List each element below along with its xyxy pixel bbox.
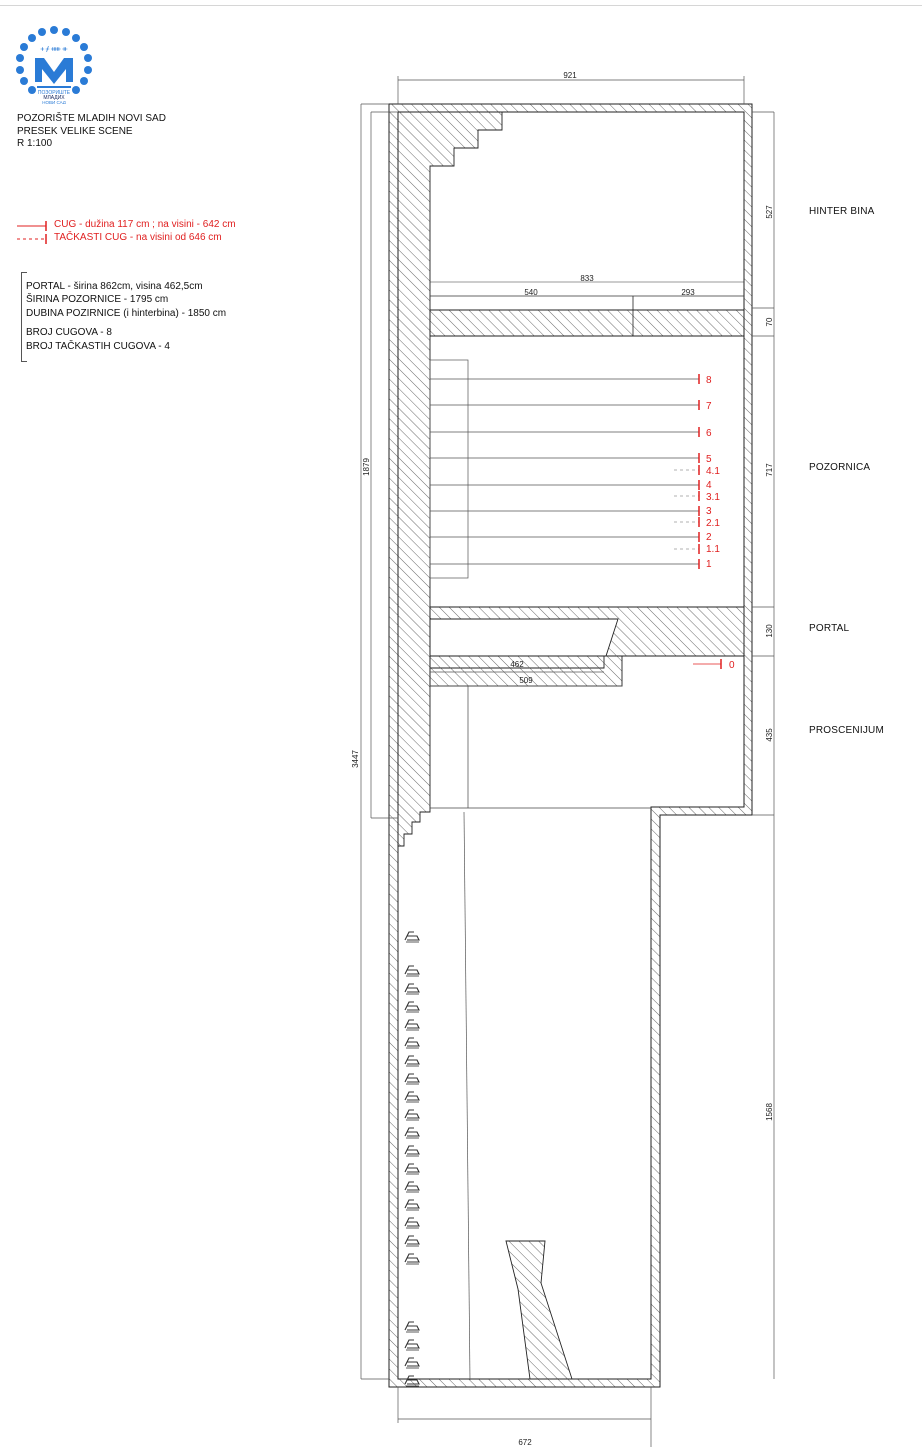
cug-7-label: 7 <box>706 401 712 412</box>
cug-4 <box>430 480 712 491</box>
info-broj-cugova: BROJ CUGOVA - 8 <box>26 327 112 339</box>
logo-line-1: ПОЗОРИШТЕ <box>37 90 71 96</box>
cug-6 <box>430 427 712 439</box>
cug-7 <box>430 400 712 412</box>
logo-top-text: ᚐ ᚋ ᚔ ᚑ <box>40 45 68 53</box>
title-scale: R 1:100 <box>17 138 53 149</box>
logo-line-2: МЛАДИХ <box>43 95 65 101</box>
logo-line-3: НОВИ САД <box>42 100 66 104</box>
zone-pozornica: POZORNICA <box>809 462 871 473</box>
cug-1-label: 1 <box>706 559 712 570</box>
dim-1879: 1879 <box>362 458 371 476</box>
info-dubina: DUBINA POZIRNICE (i hinterbina) - 1850 cm <box>26 307 227 319</box>
cug-3-1 <box>674 491 720 503</box>
cug-8-label: 8 <box>706 375 712 386</box>
cug-4-1 <box>674 465 720 477</box>
balcony-support <box>506 1241 572 1379</box>
cug-4-1-label: 4.1 <box>706 466 720 477</box>
cug-3-1-label: 3.1 <box>706 492 720 503</box>
cug-1-1 <box>674 544 720 555</box>
title-theatre: POZORIŠTE MLADIH NOVI SAD <box>17 113 166 124</box>
cug-5-label: 5 <box>706 454 712 465</box>
cug-3-label: 3 <box>706 506 712 517</box>
info-broj-tackastih: BROJ TAČKASTIH CUGOVA - 4 <box>26 340 170 352</box>
dim-3447: 3447 <box>351 750 360 768</box>
hinter-beam <box>430 310 744 336</box>
dim-435: 435 <box>765 728 774 742</box>
dim-509: 509 <box>519 676 533 685</box>
cug-1-1-label: 1.1 <box>706 544 720 555</box>
cug-2-1 <box>674 517 720 529</box>
dim-top-width: 921 <box>563 71 577 80</box>
side-stage-box <box>430 360 468 578</box>
legend-tackasti-text: TAČKASTI CUG - na visini od 646 cm <box>54 232 222 243</box>
dim-293: 293 <box>681 288 695 297</box>
info-sirina: ŠIRINA POZORNICE - 1795 cm <box>26 294 169 306</box>
cug-2-label: 2 <box>706 532 712 543</box>
dim-bottom-width: 672 <box>518 1438 532 1447</box>
cug-3 <box>430 506 712 517</box>
cug-1 <box>430 559 712 570</box>
dim-130: 130 <box>765 624 774 638</box>
legend-cug-text: CUG - dužina 117 cm ; na visini - 642 cm <box>54 219 236 230</box>
dim-833: 833 <box>580 274 594 283</box>
portal-beam <box>430 607 744 686</box>
cug-8 <box>430 374 712 386</box>
zone-portal: PORTAL <box>809 623 850 634</box>
dim-70: 70 <box>765 317 774 327</box>
cug-4-label: 4 <box>706 480 712 491</box>
outer-walls <box>389 104 752 1387</box>
dim-540: 540 <box>524 288 538 297</box>
dim-462: 462 <box>510 660 524 669</box>
cug-2 <box>430 532 712 543</box>
cug-2-1-label: 2.1 <box>706 518 720 529</box>
stage-left-wall <box>398 112 502 846</box>
zone-proscenijum: PROSCENIJUM <box>809 725 884 736</box>
dim-1568: 1568 <box>765 1103 774 1121</box>
dim-527: 527 <box>765 205 774 219</box>
auditorium-seats <box>405 932 419 1386</box>
title-section: PRESEK VELIKE SCENE <box>17 125 133 137</box>
zone-hinter-bina: HINTER BINA <box>809 206 875 217</box>
cug-6-label: 6 <box>706 428 712 439</box>
cug-5 <box>430 453 712 465</box>
cug-0 <box>693 659 735 671</box>
cug-0-label: 0 <box>729 660 735 671</box>
info-portal: PORTAL - širina 862cm, visina 462,5cm <box>26 281 203 292</box>
dim-717: 717 <box>765 463 774 477</box>
